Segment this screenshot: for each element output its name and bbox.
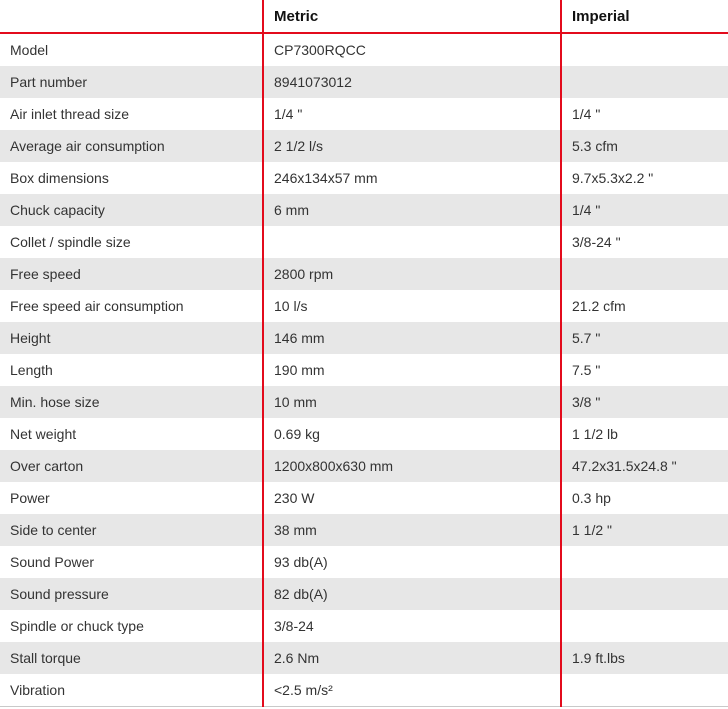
- col-header-imperial: Imperial: [561, 0, 728, 33]
- header-row: [0, 0, 728, 33]
- spec-label-cell: Free speed: [10, 266, 81, 282]
- imperial-value-cell: 1/4 ": [561, 98, 728, 130]
- spec-label-cell: Sound Power: [10, 554, 95, 570]
- imperial-value-cell: 1/4 ": [561, 194, 728, 226]
- metric-value-cell: 2800 rpm: [263, 258, 561, 290]
- metric-value-cell: 2.6 Nm: [263, 642, 561, 674]
- table-row: [0, 386, 728, 418]
- spec-label-cell: Average air consumption: [10, 138, 165, 154]
- metric-value-cell: [263, 226, 561, 258]
- table-row: [0, 546, 728, 578]
- col-header-metric: Metric: [263, 0, 561, 33]
- table-row: [0, 674, 728, 707]
- metric-value-cell: 93 db(A): [263, 546, 561, 578]
- spec-table-body: [0, 33, 728, 707]
- imperial-value-cell: 7.5 ": [561, 354, 728, 386]
- metric-value-cell: 146 mm: [263, 322, 561, 354]
- metric-value-cell: 2 1/2 l/s: [263, 130, 561, 162]
- table-row: [0, 258, 728, 290]
- spec-label-cell: Box dimensions: [10, 170, 109, 186]
- table-row: [0, 66, 728, 98]
- imperial-value-cell: [561, 66, 728, 98]
- col-header-label: [0, 0, 263, 33]
- metric-value-cell: 1/4 ": [263, 98, 561, 130]
- spec-label-cell: Side to center: [10, 522, 97, 538]
- spec-label-cell: Min. hose size: [10, 394, 100, 410]
- imperial-value-cell: 1.9 ft.lbs: [561, 642, 728, 674]
- table-row: [0, 290, 728, 322]
- table-row: [0, 33, 728, 66]
- spec-label-cell: Height: [10, 330, 51, 346]
- imperial-value-cell: [561, 546, 728, 578]
- imperial-value-cell: [561, 578, 728, 610]
- table-row: [0, 194, 728, 226]
- imperial-value-cell: 47.2x31.5x24.8 ": [561, 450, 728, 482]
- metric-value-cell: 246x134x57 mm: [263, 162, 561, 194]
- table-row: [0, 642, 728, 674]
- metric-value-cell: 82 db(A): [263, 578, 561, 610]
- imperial-value-cell: [561, 674, 728, 707]
- table-row: [0, 354, 728, 386]
- spec-label-cell: Stall torque: [10, 650, 81, 666]
- metric-value-cell: 8941073012: [263, 66, 561, 98]
- spec-label-cell: Power: [10, 490, 50, 506]
- spec-label-cell: Collet / spindle size: [10, 234, 131, 250]
- metric-value-cell: 10 l/s: [263, 290, 561, 322]
- spec-label-cell: Free speed air consumption: [10, 298, 184, 314]
- imperial-value-cell: 5.3 cfm: [561, 130, 728, 162]
- spec-table-header: [0, 0, 728, 33]
- metric-value-cell: 1200x800x630 mm: [263, 450, 561, 482]
- metric-value-cell: 0.69 kg: [263, 418, 561, 450]
- metric-value-cell: 6 mm: [263, 194, 561, 226]
- spec-label-cell: Length: [10, 362, 53, 378]
- table-row: [0, 514, 728, 546]
- spec-label-cell: Model: [10, 42, 49, 58]
- imperial-value-cell: [561, 33, 728, 66]
- spec-label-cell: Over carton: [10, 458, 84, 474]
- imperial-value-cell: [561, 258, 728, 290]
- table-row: [0, 98, 728, 130]
- spec-label-cell: Chuck capacity: [10, 202, 105, 218]
- table-row: [0, 130, 728, 162]
- table-row: [0, 226, 728, 258]
- metric-value-cell: 10 mm: [263, 386, 561, 418]
- table-row: [0, 578, 728, 610]
- table-row: [0, 482, 728, 514]
- metric-value-cell: <2.5 m/s²: [263, 674, 561, 707]
- table-row: [0, 162, 728, 194]
- table-row: [0, 450, 728, 482]
- imperial-value-cell: 3/8-24 ": [561, 226, 728, 258]
- spec-label-cell: Net weight: [10, 426, 77, 442]
- imperial-value-cell: 0.3 hp: [561, 482, 728, 514]
- metric-value-cell: CP7300RQCC: [263, 33, 561, 66]
- spec-label-cell: Air inlet thread size: [10, 106, 130, 122]
- imperial-value-cell: 5.7 ": [561, 322, 728, 354]
- metric-value-cell: 230 W: [263, 482, 561, 514]
- table-row: [0, 322, 728, 354]
- imperial-value-cell: 1 1/2 ": [561, 514, 728, 546]
- spec-label-cell: Spindle or chuck type: [10, 618, 144, 634]
- table-row: [0, 418, 728, 450]
- spec-label-cell: Sound pressure: [10, 586, 109, 602]
- imperial-value-cell: 3/8 ": [561, 386, 728, 418]
- imperial-value-cell: [561, 610, 728, 642]
- metric-value-cell: 190 mm: [263, 354, 561, 386]
- imperial-value-cell: 9.7x5.3x2.2 ": [561, 162, 728, 194]
- table-row: [0, 610, 728, 642]
- spec-label-cell: Part number: [10, 74, 88, 90]
- metric-value-cell: 38 mm: [263, 514, 561, 546]
- imperial-value-cell: 21.2 cfm: [561, 290, 728, 322]
- metric-value-cell: 3/8-24: [263, 610, 561, 642]
- imperial-value-cell: 1 1/2 lb: [561, 418, 728, 450]
- spec-label-cell: Vibration: [10, 682, 66, 698]
